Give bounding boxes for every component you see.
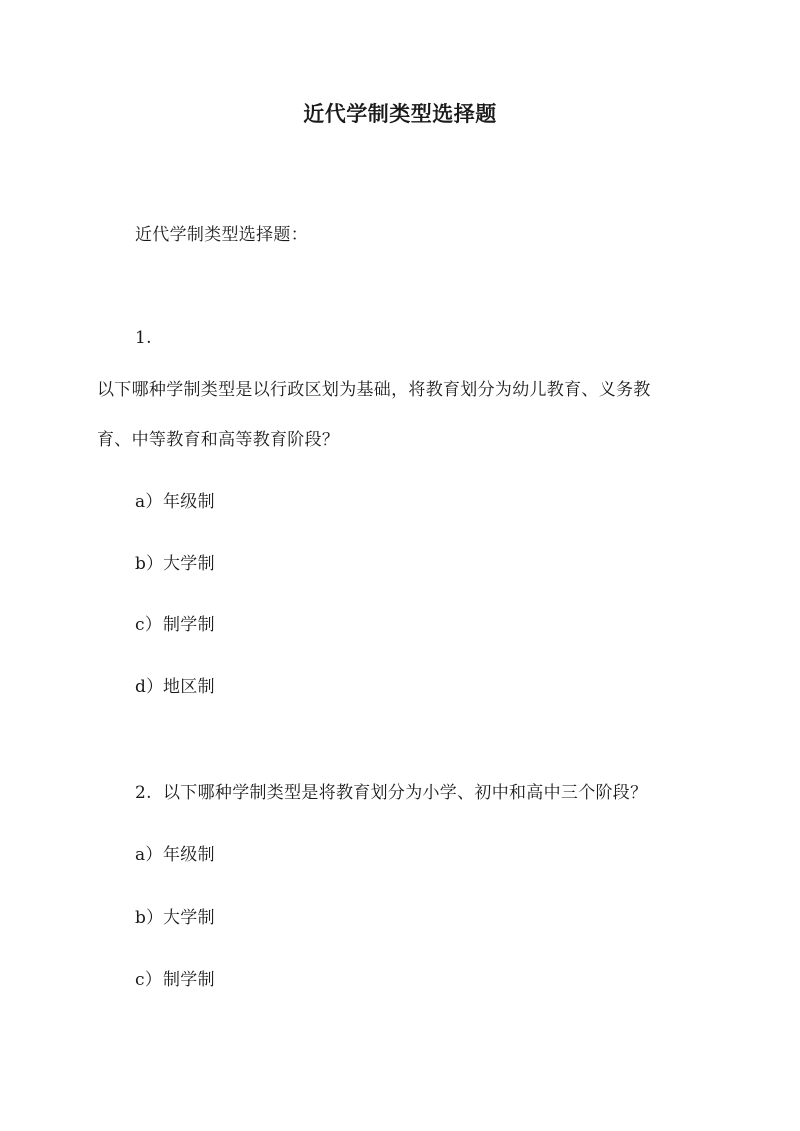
question-1-option-d xyxy=(135,672,215,697)
option-text: 大学制 xyxy=(163,554,215,574)
question-1-option-c xyxy=(135,610,215,635)
option-text: 年级制 xyxy=(163,845,215,865)
option-marker: c） xyxy=(135,970,163,990)
question-2-option-b xyxy=(135,903,215,928)
question-1-text-line-1: 以下哪种学制类型是以行政区划为基础，将教育划分为幼儿教育、义务教 xyxy=(97,380,651,400)
question-2 xyxy=(135,778,647,803)
question-2-option-c xyxy=(135,965,215,990)
question-1-option-a xyxy=(135,487,215,512)
option-marker: d） xyxy=(135,677,164,697)
question-1-option-b xyxy=(135,549,215,574)
question-2-text: 以下哪种学制类型是将教育划分为小学、初中和高中三个阶段？ xyxy=(163,783,648,803)
option-text: 年级制 xyxy=(163,492,215,512)
option-text: 地区制 xyxy=(163,677,215,697)
option-marker: b） xyxy=(135,908,164,928)
option-text: 大学制 xyxy=(163,908,215,928)
option-marker: b） xyxy=(135,554,164,574)
question-2-number: 2. xyxy=(135,783,152,803)
option-marker: a） xyxy=(135,845,163,865)
option-marker: a） xyxy=(135,492,163,512)
option-text: 制学制 xyxy=(163,615,215,635)
intro-heading: 近代学制类型选择题： xyxy=(135,225,308,245)
option-marker: c） xyxy=(135,615,163,635)
question-1-text-line-2: 育、中等教育和高等教育阶段？ xyxy=(97,430,340,450)
document-title: 近代学制类型选择题 xyxy=(303,101,497,126)
question-1-number: 1. xyxy=(135,328,152,348)
option-text: 制学制 xyxy=(163,970,215,990)
question-2-option-a xyxy=(135,840,215,865)
